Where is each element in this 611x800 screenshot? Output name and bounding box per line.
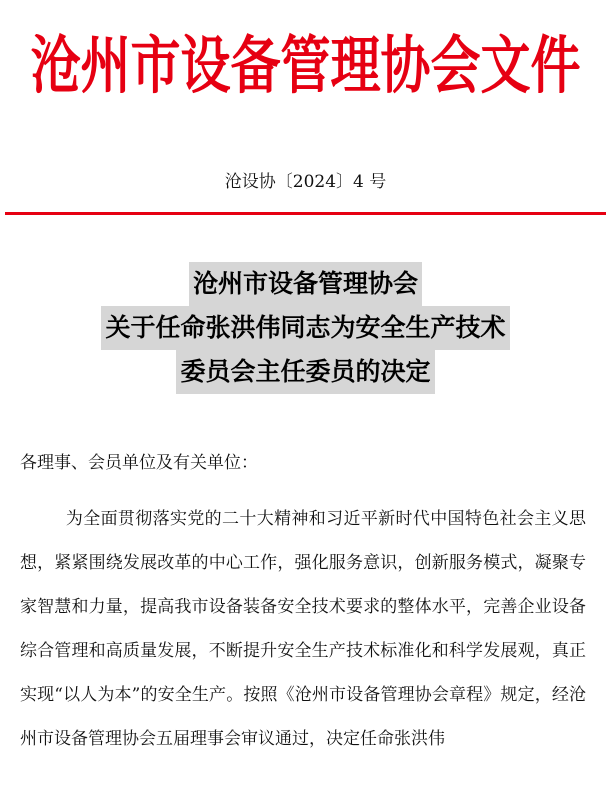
title-line-1: 沧州市设备管理协会 (189, 262, 422, 306)
body-paragraph: 为全面贯彻落实党的二十大精神和习近平新时代中国特色社会主义思想，紧紧围绕发展改革的中心工作，强化服务意识，创新服务模式，凝聚专家智慧和力量，提高我市设备装备安全技术要求的整体水平，完善企业设备综合管理和高质量发展，不断提升安全生产技术标准化和科学发展观，真正实现“以人为本”的安全生产。按照《沧州市设备管理协会章程》规定，经沧州市设备管理协会五届理事会审议通过，决定任命张洪伟 (20, 509, 586, 749)
title-line-2: 关于任命张洪伟同志为安全生产技术 (101, 306, 509, 350)
salutation: 各理事、会员单位及有关单位： (20, 453, 258, 473)
document-title (0, 262, 611, 394)
title-line-3: 委员会主任委员的决定 (176, 350, 434, 394)
document-number: 沧设协〔2024〕4 号 (224, 172, 387, 192)
red-divider-line (5, 212, 606, 215)
document-masthead: 沧州市设备管理协会文件 (30, 29, 581, 102)
